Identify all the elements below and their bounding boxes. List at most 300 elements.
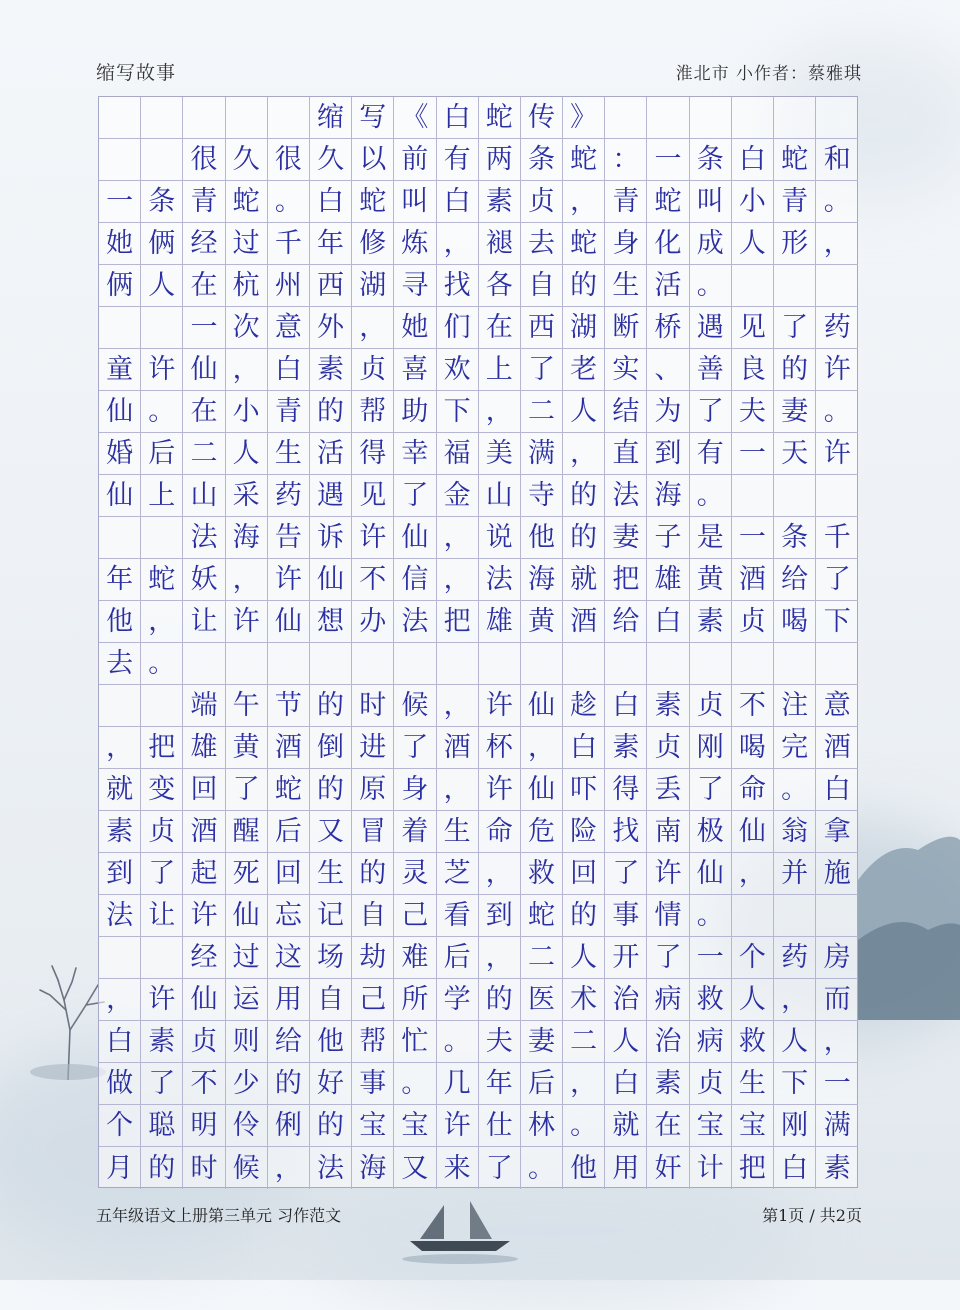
grid-cell: 身 bbox=[394, 769, 436, 811]
grid-cell: 灵 bbox=[394, 853, 436, 895]
grid-cell: 雄 bbox=[647, 559, 689, 601]
grid-cell: 白 bbox=[774, 1147, 816, 1189]
grid-cell: 素 bbox=[647, 685, 689, 727]
grid-cell: 仙 bbox=[99, 391, 141, 433]
grid-cell: 所 bbox=[394, 979, 436, 1021]
grid-cell: 形 bbox=[774, 223, 816, 265]
grid-cell: 蛇 bbox=[563, 223, 605, 265]
grid-cell: 法 bbox=[479, 559, 521, 601]
grid-cell: 美 bbox=[479, 433, 521, 475]
grid-cell: 素 bbox=[479, 181, 521, 223]
title-cell bbox=[774, 97, 816, 139]
grid-cell: 许 bbox=[183, 895, 225, 937]
grid-cell: 素 bbox=[99, 811, 141, 853]
grid-cell: 有 bbox=[690, 433, 732, 475]
grid-cell: 许 bbox=[141, 349, 183, 391]
grid-cell: 告 bbox=[268, 517, 310, 559]
grid-cell: 贞 bbox=[647, 727, 689, 769]
grid-cell bbox=[226, 643, 268, 685]
grid-cell: 不 bbox=[352, 559, 394, 601]
grid-cell: 人 bbox=[226, 433, 268, 475]
grid-cell: 找 bbox=[437, 265, 479, 307]
grid-cell: 许 bbox=[141, 979, 183, 1021]
grid-cell: 宝 bbox=[394, 1105, 436, 1147]
grid-cell: 青 bbox=[183, 181, 225, 223]
grid-cell: 杭 bbox=[226, 265, 268, 307]
grid-cell: 贞 bbox=[732, 601, 774, 643]
grid-cell: 仙 bbox=[732, 811, 774, 853]
grid-cell: 直 bbox=[605, 433, 647, 475]
grid-cell: 素 bbox=[690, 601, 732, 643]
grid-cell: ， bbox=[563, 433, 605, 475]
grid-cell: 到 bbox=[479, 895, 521, 937]
grid-cell: 午 bbox=[226, 685, 268, 727]
grid-cell: 了 bbox=[647, 937, 689, 979]
grid-cell: 的 bbox=[352, 853, 394, 895]
grid-cell bbox=[99, 937, 141, 979]
grid-cell: 让 bbox=[141, 895, 183, 937]
grid-cell: 白 bbox=[816, 769, 858, 811]
grid-cell: 注 bbox=[774, 685, 816, 727]
grid-cell: 贞 bbox=[141, 811, 183, 853]
grid-cell: 的 bbox=[479, 979, 521, 1021]
grid-cell: 见 bbox=[732, 307, 774, 349]
grid-cell: 满 bbox=[816, 1105, 858, 1147]
grid-cell: 危 bbox=[521, 811, 563, 853]
grid-cell: 酒 bbox=[816, 727, 858, 769]
grid-cell: 了 bbox=[394, 727, 436, 769]
header-author: 淮北市 小作者：蔡雅琪 bbox=[675, 63, 862, 84]
grid-cell: 许 bbox=[437, 1105, 479, 1147]
grid-cell: 素 bbox=[310, 349, 352, 391]
grid-cell bbox=[394, 643, 436, 685]
grid-cell: 候 bbox=[394, 685, 436, 727]
grid-cell: 去 bbox=[99, 643, 141, 685]
grid-cell: 蛇 bbox=[268, 769, 310, 811]
grid-cell: 极 bbox=[690, 811, 732, 853]
grid-cell bbox=[99, 307, 141, 349]
grid-cell: 把 bbox=[732, 1147, 774, 1189]
grid-cell: 的 bbox=[310, 769, 352, 811]
grid-cell: 雄 bbox=[183, 727, 225, 769]
grid-cell bbox=[774, 643, 816, 685]
grid-cell: 在 bbox=[183, 391, 225, 433]
grid-cell bbox=[183, 643, 225, 685]
grid-cell: 命 bbox=[732, 769, 774, 811]
grid-cell: 寺 bbox=[521, 475, 563, 517]
grid-cell: 做 bbox=[99, 1063, 141, 1105]
grid-cell: 喝 bbox=[732, 727, 774, 769]
grid-cell: 死 bbox=[226, 853, 268, 895]
grid-cell: 许 bbox=[352, 517, 394, 559]
grid-cell: 去 bbox=[521, 223, 563, 265]
grid-cell: 他 bbox=[521, 517, 563, 559]
grid-cell: 的 bbox=[563, 517, 605, 559]
grid-cell: 事 bbox=[352, 1063, 394, 1105]
grid-cell: 着 bbox=[394, 811, 436, 853]
grid-cell: 冒 bbox=[352, 811, 394, 853]
grid-cell bbox=[99, 517, 141, 559]
grid-cell: 则 bbox=[226, 1021, 268, 1063]
grid-cell: 山 bbox=[183, 475, 225, 517]
grid-cell: 到 bbox=[647, 433, 689, 475]
grid-cell: 叫 bbox=[690, 181, 732, 223]
footer-page-number: 第1页 / 共2页 bbox=[762, 1205, 862, 1225]
grid-cell: 满 bbox=[521, 433, 563, 475]
grid-cell: 酒 bbox=[183, 811, 225, 853]
grid-cell: 自 bbox=[352, 895, 394, 937]
grid-cell: 病 bbox=[647, 979, 689, 1021]
grid-cell: 素 bbox=[823, 1152, 851, 1184]
grid-cell: 救 bbox=[732, 1021, 774, 1063]
grid-cell: ， bbox=[226, 349, 268, 391]
grid-cell: 就 bbox=[605, 1105, 647, 1147]
grid-cell: 蛇 bbox=[647, 181, 689, 223]
grid-cell: 幸 bbox=[394, 433, 436, 475]
grid-cell: ， bbox=[99, 979, 141, 1021]
grid-cell: 的 bbox=[563, 265, 605, 307]
grid-cell: 湖 bbox=[563, 307, 605, 349]
grid-cell: 蛇 bbox=[521, 895, 563, 937]
grid-cell: 并 bbox=[774, 853, 816, 895]
grid-cell: 自 bbox=[521, 265, 563, 307]
title-cell bbox=[816, 97, 858, 139]
grid-cell: 活 bbox=[647, 265, 689, 307]
grid-cell: 生 bbox=[268, 433, 310, 475]
grid-cell: 遇 bbox=[690, 307, 732, 349]
grid-cell: 了 bbox=[690, 391, 732, 433]
grid-cell: 又 bbox=[394, 1147, 436, 1189]
grid-cell: 想 bbox=[310, 601, 352, 643]
grid-cell: 仙 bbox=[521, 685, 563, 727]
grid-cell: 了 bbox=[141, 1063, 183, 1105]
grid-cell: 找 bbox=[605, 811, 647, 853]
grid-cell: 白 bbox=[563, 727, 605, 769]
grid-cell: 的 bbox=[563, 895, 605, 937]
grid-cell: 前 bbox=[394, 139, 436, 181]
grid-cell: 时 bbox=[352, 685, 394, 727]
grid-cell: 事 bbox=[605, 895, 647, 937]
grid-cell: ， bbox=[437, 769, 479, 811]
grid-cell: 情 bbox=[647, 895, 689, 937]
grid-cell: 下 bbox=[437, 391, 479, 433]
grid-cell: 个 bbox=[732, 937, 774, 979]
grid-cell: 进 bbox=[352, 727, 394, 769]
grid-cell: 喜 bbox=[394, 349, 436, 391]
grid-cell: 拿 bbox=[816, 811, 858, 853]
grid-cell: 修 bbox=[352, 223, 394, 265]
grid-cell: 白 bbox=[437, 181, 479, 223]
grid-cell: 法 bbox=[605, 475, 647, 517]
grid-cell: 仙 bbox=[268, 601, 310, 643]
grid-cell: 。 bbox=[394, 1063, 436, 1105]
grid-cell: 得 bbox=[605, 769, 647, 811]
grid-cell: 医 bbox=[521, 979, 563, 1021]
grid-cell: 婚 bbox=[99, 433, 141, 475]
grid-cell: 病 bbox=[690, 1021, 732, 1063]
grid-cell: 白 bbox=[732, 139, 774, 181]
grid-cell: 欢 bbox=[437, 349, 479, 391]
grid-cell: 一 bbox=[732, 517, 774, 559]
grid-cell: 青 bbox=[268, 391, 310, 433]
grid-cell: 生 bbox=[310, 853, 352, 895]
grid-cell bbox=[141, 685, 183, 727]
grid-cell: 小 bbox=[226, 391, 268, 433]
grid-cell: 西 bbox=[310, 265, 352, 307]
grid-cell: 二 bbox=[521, 937, 563, 979]
grid-cell: 。 bbox=[437, 1021, 479, 1063]
title-cell: 传 bbox=[521, 97, 563, 139]
grid-cell: ， bbox=[563, 181, 605, 223]
grid-cell: 用 bbox=[605, 1147, 647, 1189]
grid-cell: 海 bbox=[647, 475, 689, 517]
grid-cell: 助 bbox=[394, 391, 436, 433]
grid-cell bbox=[732, 265, 774, 307]
grid-cell: 忘 bbox=[268, 895, 310, 937]
title-cell: 写 bbox=[352, 97, 394, 139]
grid-cell: 老 bbox=[563, 349, 605, 391]
grid-cell: ： bbox=[605, 139, 647, 181]
grid-cell: 遇 bbox=[310, 475, 352, 517]
grid-cell: 林 bbox=[521, 1105, 563, 1147]
grid-cell: 小 bbox=[732, 181, 774, 223]
grid-cell: 刚 bbox=[690, 727, 732, 769]
grid-cell: 回 bbox=[563, 853, 605, 895]
grid-cell: 了 bbox=[816, 559, 858, 601]
grid-cell: 许 bbox=[268, 559, 310, 601]
grid-cell: 几 bbox=[437, 1063, 479, 1105]
grid-cell: 了 bbox=[774, 307, 816, 349]
grid-cell: 身 bbox=[605, 223, 647, 265]
grid-cell: 把 bbox=[605, 559, 647, 601]
grid-cell: ， bbox=[774, 979, 816, 1021]
grid-cell: 白 bbox=[99, 1021, 141, 1063]
grid-cell: 白 bbox=[647, 601, 689, 643]
grid-cell: 原 bbox=[352, 769, 394, 811]
grid-cell: ， bbox=[816, 223, 858, 265]
grid-cell: 一 bbox=[99, 181, 141, 223]
grid-cell: 时 bbox=[183, 1147, 225, 1189]
grid-cell: 险 bbox=[563, 811, 605, 853]
grid-cell: 很 bbox=[183, 139, 225, 181]
grid-cell: 趁 bbox=[563, 685, 605, 727]
grid-cell: 法 bbox=[183, 517, 225, 559]
grid-cell: 酒 bbox=[563, 601, 605, 643]
grid-cell: 救 bbox=[690, 979, 732, 1021]
grid-cell: 仙 bbox=[521, 769, 563, 811]
grid-cell bbox=[647, 643, 689, 685]
grid-cell: ， bbox=[226, 559, 268, 601]
grid-cell: 帮 bbox=[352, 391, 394, 433]
grid-cell: 好 bbox=[310, 1063, 352, 1105]
grid-cell: 倒 bbox=[310, 727, 352, 769]
grid-cell: ， bbox=[437, 223, 479, 265]
grid-cell bbox=[437, 643, 479, 685]
grid-cell: 雄 bbox=[479, 601, 521, 643]
grid-cell: ， bbox=[479, 391, 521, 433]
grid-cell: 白 bbox=[310, 181, 352, 223]
grid-cell: 经 bbox=[183, 223, 225, 265]
grid-cell: 这 bbox=[268, 937, 310, 979]
grid-cell bbox=[99, 685, 141, 727]
grid-cell: 就 bbox=[563, 559, 605, 601]
grid-cell: 俩 bbox=[141, 223, 183, 265]
grid-cell: 以 bbox=[352, 139, 394, 181]
grid-cell: 。 bbox=[816, 391, 858, 433]
grid-cell: 节 bbox=[268, 685, 310, 727]
grid-cell: 两 bbox=[479, 139, 521, 181]
grid-cell: 贞 bbox=[183, 1021, 225, 1063]
grid-cell: 了 bbox=[690, 769, 732, 811]
grid-cell: 蛇 bbox=[774, 139, 816, 181]
grid-cell: 湖 bbox=[352, 265, 394, 307]
grid-cell bbox=[521, 643, 563, 685]
mountain-illustration-icon bbox=[858, 820, 960, 1020]
grid-cell: 条 bbox=[774, 517, 816, 559]
grid-cell: 南 bbox=[647, 811, 689, 853]
grid-cell: 一 bbox=[732, 433, 774, 475]
grid-cell: 了 bbox=[226, 769, 268, 811]
grid-cell: 一 bbox=[690, 937, 732, 979]
title-cell bbox=[226, 97, 268, 139]
grid-cell: 在 bbox=[183, 265, 225, 307]
grid-cell: 、 bbox=[647, 349, 689, 391]
grid-cell bbox=[605, 643, 647, 685]
grid-cell: 。 bbox=[816, 181, 858, 223]
grid-cell: 药 bbox=[816, 307, 858, 349]
grid-cell: 仙 bbox=[310, 559, 352, 601]
grid-cell: 千 bbox=[268, 223, 310, 265]
grid-cell: 的 bbox=[141, 1147, 183, 1189]
grid-cell: 看 bbox=[437, 895, 479, 937]
grid-cell: 褪 bbox=[479, 223, 521, 265]
grid-cell: 仙 bbox=[394, 517, 436, 559]
grid-cell: 仙 bbox=[183, 349, 225, 391]
page-header bbox=[96, 56, 862, 86]
grid-cell: 端 bbox=[183, 685, 225, 727]
grid-cell: 。 bbox=[690, 265, 732, 307]
grid-cell: ， bbox=[479, 937, 521, 979]
grid-cell: 一 bbox=[816, 1063, 858, 1105]
grid-cell: 山 bbox=[479, 475, 521, 517]
grid-cell: 丢 bbox=[647, 769, 689, 811]
grid-cell bbox=[141, 307, 183, 349]
grid-cell: 翁 bbox=[774, 811, 816, 853]
grid-cell bbox=[816, 895, 858, 937]
grid-cell: 仙 bbox=[226, 895, 268, 937]
grid-cell: 给 bbox=[268, 1021, 310, 1063]
grid-cell: 忙 bbox=[394, 1021, 436, 1063]
grid-cell: ， bbox=[437, 685, 479, 727]
grid-cell: 不 bbox=[183, 1063, 225, 1105]
title-cell bbox=[690, 97, 732, 139]
grid-cell: 回 bbox=[183, 769, 225, 811]
grid-cell: 黄 bbox=[521, 601, 563, 643]
grid-cell: 见 bbox=[352, 475, 394, 517]
grid-cell bbox=[479, 643, 521, 685]
grid-cell: 青 bbox=[774, 181, 816, 223]
grid-cell: 素 bbox=[605, 727, 647, 769]
grid-cell: 蛇 bbox=[141, 559, 183, 601]
grid-cell: 一 bbox=[183, 307, 225, 349]
grid-cell: 让 bbox=[183, 601, 225, 643]
grid-cell: 青 bbox=[605, 181, 647, 223]
grid-cell: 仕 bbox=[479, 1105, 521, 1147]
grid-cell: 二 bbox=[521, 391, 563, 433]
grid-cell: 各 bbox=[479, 265, 521, 307]
grid-cell: 的 bbox=[310, 391, 352, 433]
grid-cell: 白 bbox=[268, 349, 310, 391]
grid-cell: 蛇 bbox=[563, 139, 605, 181]
grid-cell: 上 bbox=[141, 475, 183, 517]
grid-cell: 。 bbox=[268, 181, 310, 223]
grid-cell: 来 bbox=[437, 1147, 479, 1189]
title-cell bbox=[732, 97, 774, 139]
grid-cell: 醒 bbox=[226, 811, 268, 853]
grid-cell: ， bbox=[141, 601, 183, 643]
grid-cell: ， bbox=[521, 727, 563, 769]
grid-cell: 帮 bbox=[352, 1021, 394, 1063]
grid-cell: 化 bbox=[647, 223, 689, 265]
title-cell: 缩 bbox=[310, 97, 352, 139]
grid-cell: 叫 bbox=[394, 181, 436, 223]
grid-cell: 信 bbox=[394, 559, 436, 601]
grid-cell: 经 bbox=[183, 937, 225, 979]
grid-cell: ， bbox=[563, 1063, 605, 1105]
grid-cell bbox=[268, 643, 310, 685]
grid-cell: 人 bbox=[732, 223, 774, 265]
grid-cell: 久 bbox=[310, 139, 352, 181]
grid-cell: 过 bbox=[226, 223, 268, 265]
grid-cell bbox=[816, 475, 858, 517]
grid-cell: 。 bbox=[774, 769, 816, 811]
grid-cell: 有 bbox=[437, 139, 479, 181]
grid-cell: 州 bbox=[268, 265, 310, 307]
grid-cell: 的 bbox=[268, 1063, 310, 1105]
grid-cell: 法 bbox=[99, 895, 141, 937]
title-cell bbox=[141, 97, 183, 139]
grid-cell: 条 bbox=[690, 139, 732, 181]
grid-cell: 久 bbox=[226, 139, 268, 181]
grid-cell: 了 bbox=[479, 1147, 521, 1189]
grid-cell: 得 bbox=[352, 433, 394, 475]
grid-cell: 。 bbox=[690, 895, 732, 937]
grid-cell: 难 bbox=[394, 937, 436, 979]
grid-cell: 法 bbox=[310, 1147, 352, 1189]
grid-cell: 年 bbox=[310, 223, 352, 265]
grid-cell: 的 bbox=[310, 1105, 352, 1147]
grid-cell: 生 bbox=[437, 811, 479, 853]
grid-cell: 良 bbox=[732, 349, 774, 391]
grid-cell: 和 bbox=[816, 139, 858, 181]
grid-cell: 二 bbox=[563, 1021, 605, 1063]
grid-cell: 人 bbox=[605, 1021, 647, 1063]
grid-cell: 了 bbox=[605, 853, 647, 895]
grid-cell bbox=[816, 265, 858, 307]
grid-cell: 又 bbox=[310, 811, 352, 853]
grid-cell bbox=[774, 895, 816, 937]
grid-cell: 意 bbox=[816, 685, 858, 727]
grid-cell: 子 bbox=[647, 517, 689, 559]
grid-cell: 妻 bbox=[605, 517, 647, 559]
grid-cell: 把 bbox=[437, 601, 479, 643]
grid-cell: 海 bbox=[226, 517, 268, 559]
grid-cell: 福 bbox=[437, 433, 479, 475]
grid-cell: 童 bbox=[99, 349, 141, 391]
character-grid bbox=[99, 97, 858, 1189]
grid-cell: 个 bbox=[99, 1105, 141, 1147]
grid-cell: 施 bbox=[816, 853, 858, 895]
